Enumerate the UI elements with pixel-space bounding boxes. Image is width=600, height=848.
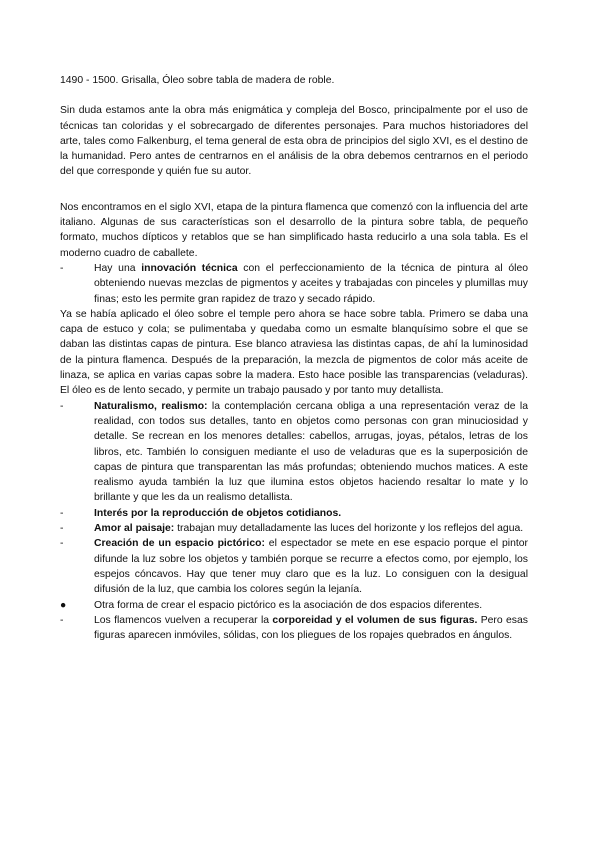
- list-item: - Naturalismo, realismo: la contemplación cercana obliga a una representación veraz de la realidad, con todos sus detalles, tanto en objetos como personas con gran minuciosidad y detalle. Se recrean en los menores detalles: cabellos, arrugas, joyas, pétalos, letras de los libros, etc. También lo consiguen mediante el uso de veladuras que es la superposición de capas de pintura que transparentan las más profundas; obteniendo muchos matices. A este realismo ayuda también la luz que ilumina estos objetos haciendo resaltar lo mate y lo brillante y que les da un realismo detallista.: [60, 399, 528, 506]
- artwork-header: 1490 - 1500. Grisalla, Óleo sobre tabla de madera de roble.: [60, 75, 335, 86]
- bullet-marker: ●: [60, 599, 67, 611]
- list-item: - Interés por la reproducción de objetos cotidianos.: [60, 506, 528, 521]
- intro-paragraph: Sin duda estamos ante la obra más enigmática y compleja del Bosco, principalmente por el uso de técnicas tan coloridas y el sobrecargado de diferentes personajes. Para muchos historiadores del arte, tales como Falkenburg, el tema general de esta obra de principios del siglo XVI, es el destino de la humanidad. Pero antes de centrarnos en el análisis de la obra debemos centrarnos en el periodo del que corresponde y quién fue su autor.: [60, 105, 528, 178]
- list-marker: -: [60, 507, 64, 519]
- list-item: - Hay una innovación técnica con el perfeccionamiento de la técnica de pintura al óleo obteniendo nuevas mezclas de pigmentos y aceites y trabajadas con pinceles y plumillas muy finas; esto les permite gran rapidez de trazo y secado rápido.: [60, 261, 528, 307]
- list-marker: -: [60, 614, 64, 626]
- list-marker: -: [60, 538, 64, 550]
- list-marker: -: [60, 400, 64, 412]
- context-paragraph: Nos encontramos en el siglo XVI, etapa de la pintura flamenca que comenzó con la influencia del arte italiano. Algunas de sus características son el desarrollo de la pintura sobre tabla, de pequeño formato, muchos dípticos y retablos que se han simplificado hasta reducirlo a una sola tabla. Es el moderno cuadro de caballete.: [60, 201, 528, 259]
- list-item: - Creación de un espacio pictórico: el espectador se mete en ese espacio porque el pintor difunde la luz sobre los objetos y también porque se recurre a efectos como, por ejemplo, los espejos cóncavos. Hay que tener muy claro que es la luz. Lo consiguen con la desigual difusión de la luz, que cambia los colores según la lejanía.: [60, 536, 528, 597]
- list-item: ● Otra forma de crear el espacio pictórico es la asociación de dos espacios diferentes.: [60, 598, 528, 613]
- oil-technique-paragraph: Ya se había aplicado el óleo sobre el temple pero ahora se hace sobre tabla. Primero se daba una capa de estuco y cola; se pulimentaba y quedaba como un esmalte blanquísimo sobre el que se daban las distintas capas de pintura. Ese blanco atraviesa las distintas capas, de ahí la luminosidad de la pintura flamenca. Después de la preparación, la mezcla de pigmentos de color más aceite de linaza, se aplica en varias capas sobre la madera. Esto hace posible las transparencias (veladuras). El óleo es de lento secado, y permite un trabajo pausado y por tanto muy detallista.: [60, 308, 528, 397]
- list-item: - Amor al paisaje: trabajan muy detalladamente las luces del horizonte y los reflejos del agua.: [60, 521, 528, 536]
- list-marker: -: [60, 523, 64, 535]
- list-marker: -: [60, 262, 64, 274]
- list-item: - Los flamencos vuelven a recuperar la corporeidad y el volumen de sus figuras. Pero esas figuras aparecen inmóviles, sólidas, con los pliegues de los ropajes quebrados en ángulos.: [60, 613, 528, 644]
